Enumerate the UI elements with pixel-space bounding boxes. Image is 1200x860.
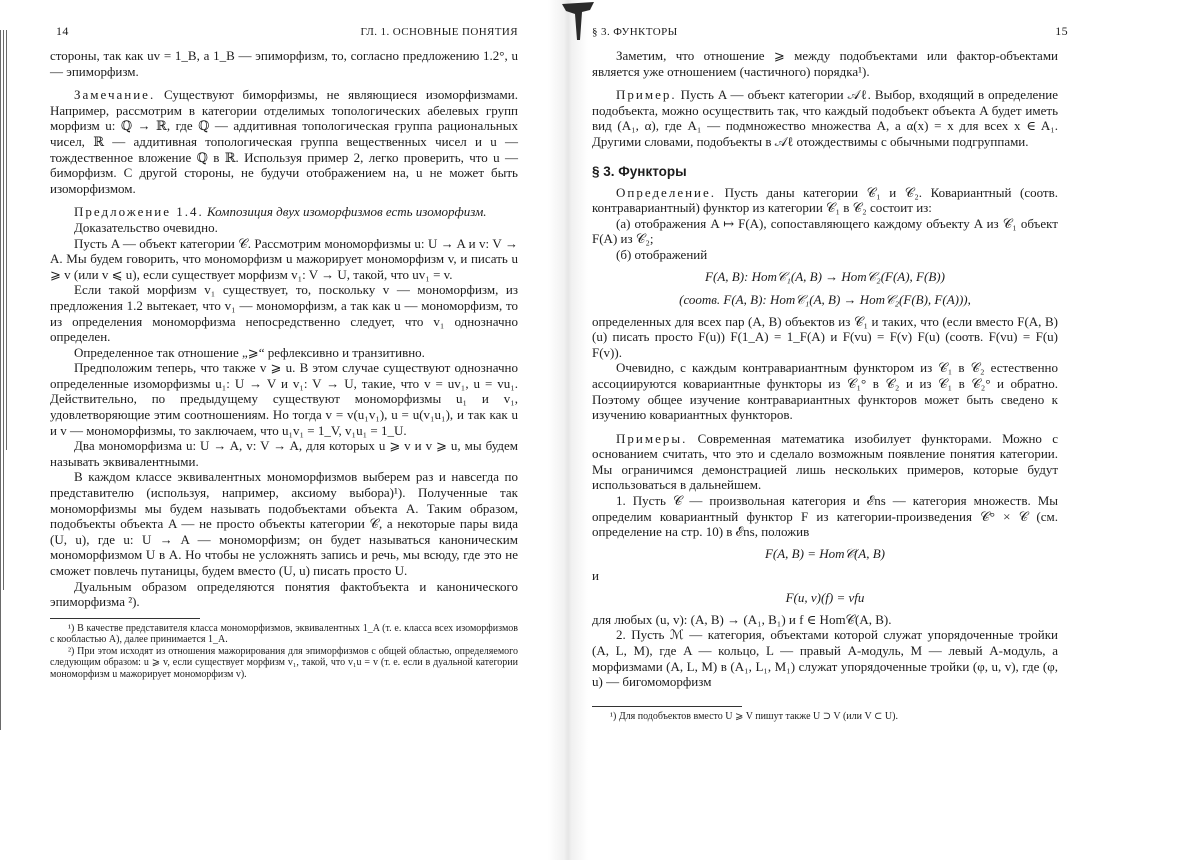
paragraph-obvious: Очевидно, с каждым контравариантным функтором из 𝒞₁ в 𝒞₂ естественно ассоциируются ковариантные функторы из 𝒞₁° в 𝒞₂ и из 𝒞₁ в 𝒞₂° и обратно. Поэтому общее изучение контравариантных функторов может быть сведено к изучению ковариантных функторов.	[592, 360, 1058, 423]
proposition-label: Предложение 1.4.	[74, 204, 204, 220]
formula-hom-functor: F(A, B) = Hom𝒞(A, B)	[764, 545, 886, 561]
paragraph-equivalent: Два мономорфизма u: U → A, v: V → A, для которых u ⩾ v и v ⩾ u, мы будем называть эквивалентными.	[50, 438, 518, 469]
paragraph-relation: Определенное так отношение „⩾“ рефлексивно и транзитивно.	[74, 344, 425, 360]
left-page-number: 14	[56, 24, 69, 38]
remark-text: Существуют биморфизмы, не являющиеся изоморфизмами. Например, рассмотрим в категории отделимых топологических абелевых групп морфизм u: ℚ → ℝ, где ℚ — аддитивная топологическая группа рациональных чисел, ℝ — аддитивная топологическая группа вещественных чисел и u — тождественное вложение ℚ в ℝ. Используя пример 2, легко проверить, что u — биморфизм. С другой стороны, не будучи отображением на, u не может быть изоморфизмом.	[50, 87, 518, 196]
conjunction-and: и	[592, 567, 599, 583]
definition-item-b: (б) отображений	[616, 246, 708, 262]
right-footnote-1: ¹) Для подобъектов вместо U ⩾ V пишут также U ⊃ V (или V ⊂ U).	[610, 710, 898, 722]
scan-ink-mark	[560, 0, 596, 60]
example-label: Пример.	[616, 87, 677, 103]
paragraph-morphism-exists: Если такой морфизм v₁ существует, то, поскольку v — мономорфизм, из предложения 1.2 вытекает, что v₁ — мономорфизм, а так как u — мономорфизм, то из определения мономорфизма непосредственно следует, что v₁ однозначно определен.	[50, 282, 518, 345]
examples-text: Современная математика изобилует функторами. Можно с основанием считать, что это и сделало возможным появление понятия категории. Мы ограничимся демонстрацией лишь нескольких примеров, которые будут использоваться в дальнейшем.	[592, 430, 1059, 493]
definition-paragraph	[592, 185, 1058, 216]
page-edge-lines	[0, 30, 10, 730]
definition-label: Определение.	[616, 184, 717, 200]
paragraph-monomorphisms: Пусть A — объект категории 𝒞. Рассмотрим мономорфизмы u: U → A и v: V → A. Мы будем говорить, что мономорфизм u мажорирует мономорфизм v, и писать u ⩾ v (или v ⩽ u), если существует морфизм v₁: V → U, такой, что uv₁ = v.	[50, 235, 518, 282]
paragraph-suppose: Предположим теперь, что также v ⩾ u. В этом случае существуют однозначно определенные изоморфизмы u₁: U → V и v₁: V → U, такие, что v = uv₁, u = vu₁. Действительно, по предыдущему существуют мономорфизмы u₁ и v₁, удовлетворяющие этим соотношениям. Но тогда v = v(u₁v₁), u = u(v₁u₁), и так как u и v — мономорфизмы, то заключаем, что u₁v₁ = 1_V, v₁u₁ = 1_U.	[50, 360, 518, 438]
example-text: Пусть A — объект категории 𝒜ℓ. Выбор, входящий в определение подобъекта, можно осуществить так, что каждый подобъект объекта A будет иметь вид (A₁, α), где A₁ — подмножество множества A, а α(x) = x для всех x ∈ A₁. Другими словами, подобъекты в 𝒜ℓ отождествимы с обычными подгруппами.	[592, 87, 1059, 149]
proof-line: Доказательство очевидно.	[74, 219, 218, 235]
example-paragraph	[592, 87, 1058, 149]
left-chapter-title: ГЛ. 1. ОСНОВНЫЕ ПОНЯТИЯ	[360, 26, 518, 38]
definition-item-a: (а) отображения A ↦ F(A), сопоставляющего каждому объекту A из 𝒞₁ объект F(A) из 𝒞₂;	[592, 215, 1058, 247]
paragraph-for-all: для любых (u, v): (A, B) → (A₁, B₁) и f ∈ Hom𝒞(A, B).	[592, 611, 892, 627]
proposition-paragraph	[50, 204, 518, 220]
paragraph-partial-order: Заметим, что отношение ⩾ между подобъектами или фактор-объектами является уже отношением (частичного) порядка¹).	[592, 48, 1058, 79]
paragraph-subobjects: В каждом классе эквивалентных мономорфизмов выберем раз и навсегда по представителю (используя, например, аксиому выбора)¹). Полученные так мономорфизмы мы будем называть подобъектами объекта A. Таким образом, подобъекты объекта A — не просто объекты категории 𝒞, а некоторые пары вида (U, u), где u: U → A — мономорфизм; он будет называться каноническим мономорфизмом U в A. Но чтобы не усложнять запись и речь, мы всюду, где это не сможет повлечь путаницы, будем вместо (U, u) писать просто U.	[50, 469, 518, 578]
examples-paragraph	[592, 431, 1058, 493]
formula-functor-on-morphisms: F(u, v)(f) = vfu	[785, 589, 865, 605]
right-section-title: § 3. ФУНКТОРЫ	[592, 26, 678, 38]
right-running-head	[592, 24, 1068, 42]
paragraph-defined-pairs: определенных для всех пар (A, B) объектов из 𝒞₁ и таких, что (если вместо F(A, B)(u) писать просто F(u)) F(1_A) = 1_F(A) и F(vu) = F(v) F(u) (соотв. F(vu) = F(u) F(v)).	[592, 313, 1058, 360]
left-footnote-rule	[50, 618, 200, 619]
left-page	[50, 24, 518, 680]
left-running-head	[50, 24, 518, 42]
remark-label: Замечание.	[74, 87, 156, 103]
left-footnote-2: ²) При этом исходят из отношения мажорирования для эпиморфизмов с общей областью, определяемого следующим образом: u ⩾ v, если существует морфизм v₁, такой, что v₁u = v (т. е. если в дуальной категории мономорфизм u мажорирует мономорфизм v).	[50, 645, 518, 680]
right-footnote-rule	[592, 706, 742, 707]
formula-contravariant: (соотв. F(A, B): Hom𝒞₁(A, B) → Hom𝒞₂(F(B), F(A))),	[679, 291, 971, 307]
proposition-text: Композиция двух изоморфизмов есть изоморфизм.	[207, 204, 487, 220]
remark-paragraph	[50, 87, 518, 196]
examples-label: Примеры.	[616, 430, 688, 446]
example-1: 1. Пусть 𝒞 — произвольная категория и ℰns — категория множеств. Мы определим ковариантный функтор F из категории-произведения 𝒞° × 𝒞 (см. определение на стр. 10) в ℰns, положив	[592, 493, 1058, 540]
definition-text: Пусть даны категории 𝒞₁ и 𝒞₂. Ковариантный (соотв. контравариантный) функтор из категории 𝒞₁ в 𝒞₂ состоит из:	[592, 184, 1058, 216]
right-page	[592, 24, 1068, 722]
book-gutter	[548, 0, 588, 860]
right-page-number: 15	[1055, 24, 1068, 38]
example-2: 2. Пусть ℳ — категория, объектами которой служат упорядоченные тройки (A, L, M), где A — кольцо, L — правый A-модуль, M — левый A-модуль, а морфизмами (A, L, M) в (A₁, L₁, M₁) служат упорядоченные тройки (φ, u, v), где (φ, u) — бигомоморфизм	[592, 627, 1058, 690]
section-heading: § 3. Функторы	[592, 163, 687, 179]
formula-covariant: F(A, B): Hom𝒞₁(A, B) → Hom𝒞₂(F(A), F(B))	[705, 268, 945, 284]
paragraph-epimorphism: стороны, так как uv = 1_B, а 1_B — эпиморфизм, то, согласно предложению 1.2°, u — эпиморфизм.	[50, 48, 518, 79]
left-footnote-1: ¹) В качестве представителя класса мономорфизмов, эквивалентных 1_A (т. е. класса всех изоморфизмов с кообластью A), далее принимается 1_A.	[50, 622, 518, 646]
paragraph-dual: Дуальным образом определяются понятия фактобъекта и канонического эпиморфизма ²).	[50, 578, 518, 610]
